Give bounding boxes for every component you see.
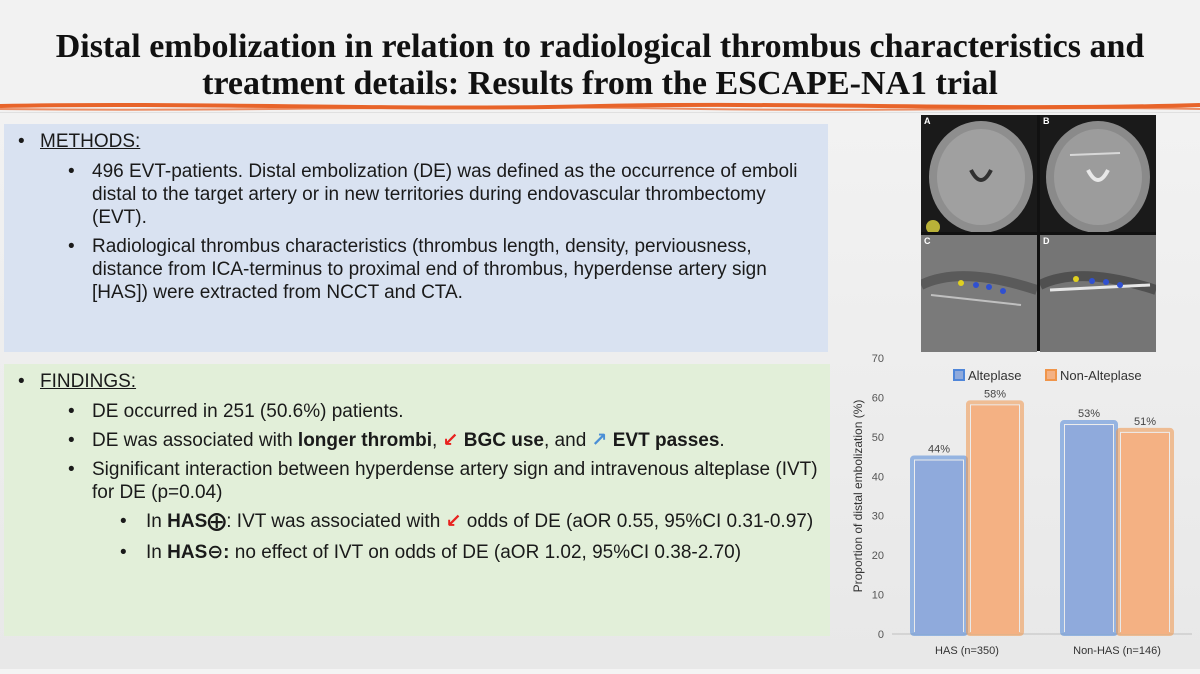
ct-scan-panel-a: A <box>921 115 1037 232</box>
legend-label-alteplase: Alteplase <box>968 368 1022 383</box>
findings-sub-bullet-1: • In HAS⨁: IVT was associated with ↙ odds of DE (aOR 0.55, 95%CI 0.31-0.97) <box>114 510 818 533</box>
ct-scan-panel-d: D <box>1040 235 1156 352</box>
y-tick-label: 70 <box>871 353 884 365</box>
methods-bullet-1: • 496 EVT-patients. Distal embolization (DE) was defined as the occurrence of emboli distal to the target artery or in new territories during endovascular thrombectomy (EVT). <box>64 160 816 229</box>
methods-heading: • METHODS: <box>18 131 141 152</box>
bar-non-alteplase-0 <box>971 405 1019 634</box>
x-tick-label: HAS (n=350) <box>935 645 999 657</box>
y-tick-label: 30 <box>871 510 884 523</box>
data-label: 53% <box>1077 408 1101 421</box>
ct-scan-panel-c: C <box>921 235 1037 352</box>
data-label: 51% <box>1133 415 1157 428</box>
ct-scan-image <box>921 115 1156 351</box>
y-tick-label: 60 <box>871 392 884 405</box>
findings-heading: • FINDINGS: <box>18 371 137 392</box>
poster-title: Distal embolization in relation to radiological thrombus characteristics and treatment details: Results from the ESCAPE-NA1 trial <box>55 28 1145 102</box>
legend-swatch-alteplase <box>954 370 964 380</box>
findings-bullet-2: • DE was associated with longer thrombi, ↙ BGC use, and ↗ EVT passes. <box>64 429 818 452</box>
findings-panel <box>4 364 830 636</box>
legend-swatch-non-alteplase <box>1046 370 1056 380</box>
findings-sublist <box>92 510 818 564</box>
findings-list <box>64 400 818 572</box>
bar-alteplase-0 <box>915 461 963 634</box>
findings-sub-bullet-2: • In HAS⊖: no effect of IVT on odds of DE (aOR 1.02, 95%CI 0.38-2.70) <box>114 541 818 564</box>
bar-non-alteplase-1 <box>1121 433 1169 634</box>
y-tick-label: 10 <box>871 589 884 602</box>
y-tick-label: 0 <box>877 629 884 641</box>
y-tick-label: 40 <box>871 471 884 484</box>
bar-chart <box>836 350 1200 669</box>
data-label: 58% <box>983 388 1007 401</box>
arrow-up-icon: ↗ <box>591 430 608 451</box>
y-tick-label: 50 <box>871 431 884 444</box>
y-tick-label: 20 <box>871 550 884 563</box>
x-tick-label: Non-HAS (n=146) <box>1073 645 1161 657</box>
data-label: 44% <box>927 443 951 456</box>
arrow-down-icon: ↙ <box>445 511 462 532</box>
findings-bullet-3: • Significant interaction between hyperdense artery sign and intravenous alteplase (IVT) for DE (p=0.04) • In HAS⨁: IVT was associated with ↙ odds of DE (aOR 0.55, 95%CI 0.31-0.97) • In HAS⊖: no effect of IVT on odds of DE (aOR 1.02, 95%CI 0.38-2.70) <box>64 458 818 564</box>
bar-alteplase-1 <box>1065 425 1113 634</box>
methods-bullet-2: • Radiological thrombus characteristics (thrombus length, density, perviousness, distance from ICA-terminus to proximal end of thrombus, hyperdense artery sign [HAS]) were extracted from NCCT and CTA. <box>64 235 816 304</box>
methods-panel <box>4 124 828 352</box>
methods-list <box>64 160 816 310</box>
ct-scan-panel-b: B <box>1040 115 1156 232</box>
legend-label-non-alteplase: Non-Alteplase <box>1060 368 1142 383</box>
chart-container <box>836 350 1200 669</box>
findings-bullet-1: • DE occurred in 251 (50.6%) patients. <box>64 400 818 423</box>
arrow-down-icon: ↙ <box>442 430 459 451</box>
y-axis-label: Proportion of distal embolization (%) <box>851 399 865 593</box>
brush-stroke-divider <box>0 100 1200 114</box>
